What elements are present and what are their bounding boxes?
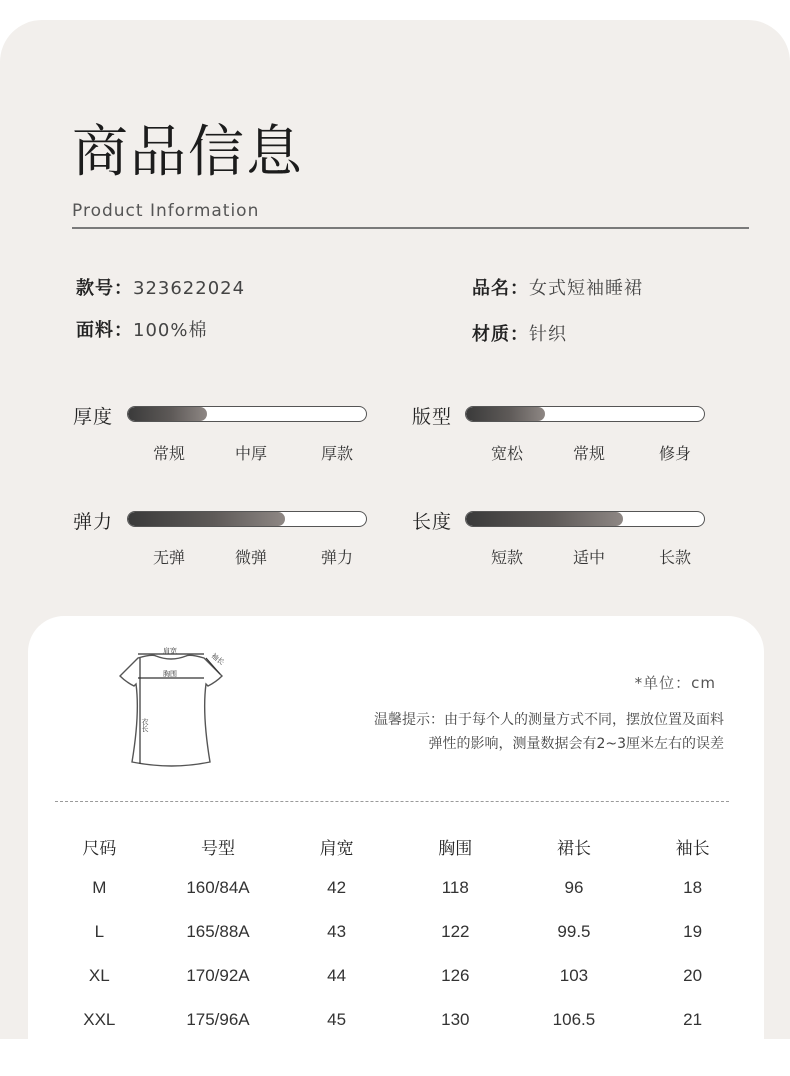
cell-sleeve: 21: [683, 1010, 703, 1029]
material-label: 材质：: [472, 324, 529, 345]
cell-dress-length: 99.5: [557, 922, 591, 941]
cell-chest: 126: [441, 966, 470, 985]
cell-size: XXL: [83, 1010, 116, 1029]
elasticity-label: 弹力: [73, 511, 114, 533]
length-label: 衣长: [141, 718, 149, 732]
cell-shoulder: 42: [327, 878, 347, 897]
col-dress-length: 裙长: [556, 838, 591, 859]
length-label: 长度: [412, 511, 453, 533]
cell-dress-length: 103: [559, 966, 589, 985]
fit-label: 版型: [412, 406, 453, 428]
tip-line-1: 温馨提示：由于每个人的测量方式不同，摆放位置及面料: [374, 712, 724, 728]
col-sleeve: 袖长: [675, 838, 710, 859]
length-tick-2: 适中: [572, 548, 606, 567]
material: [472, 320, 567, 346]
length-meter: [465, 511, 705, 527]
col-shoulder: 肩宽: [319, 838, 354, 859]
table-row: [40, 910, 752, 954]
product-name: [472, 274, 643, 300]
length-meter-fill: [466, 512, 623, 526]
cell-fit-code: 175/96A: [186, 1010, 250, 1029]
cell-size: L: [94, 922, 105, 941]
section-subtitle: Product Information: [72, 201, 260, 221]
thickness-meter: [127, 406, 367, 422]
thickness-tick-1: 常规: [152, 444, 186, 463]
item-number: [76, 274, 245, 300]
title-divider: [72, 227, 749, 229]
table-row: [40, 866, 752, 910]
size-table: [40, 826, 752, 1042]
cell-dress-length: 96: [564, 878, 584, 897]
elasticity-meter-fill: [128, 512, 285, 526]
cell-chest: 118: [441, 878, 469, 897]
thickness-meter-fill: [128, 407, 207, 421]
cell-size: XL: [88, 966, 110, 985]
fit-meter: [465, 406, 705, 422]
tip-line-2: 弹性的影响，测量数据会有2~3厘米左右的误差: [428, 736, 724, 752]
elasticity-tick-3: 弹力: [320, 548, 354, 567]
cell-fit-code: 170/92A: [186, 966, 250, 985]
cell-shoulder: 45: [327, 1010, 347, 1029]
cell-fit-code: 165/88A: [186, 922, 250, 941]
cell-shoulder: 43: [327, 922, 347, 941]
fabric: [76, 316, 207, 342]
size-table-header: [40, 826, 752, 866]
material-value: 针织: [529, 324, 567, 345]
section-title: 商品信息: [72, 120, 304, 185]
col-size: 尺码: [82, 838, 117, 859]
product-name-value: 女式短袖睡裙: [529, 278, 643, 299]
product-info-panel: [0, 20, 790, 1039]
length-tick-3: 长款: [658, 548, 692, 567]
elasticity-meter: [127, 511, 367, 527]
size-chart-card: [28, 616, 764, 1076]
shoulder-label: 肩宽: [163, 647, 177, 655]
dress-diagram: [116, 644, 226, 774]
cell-chest: 130: [441, 1010, 470, 1029]
elasticity-tick-2: 微弹: [234, 548, 268, 567]
cell-sleeve: 18: [683, 878, 703, 897]
fit-tick-1: 宽松: [490, 444, 524, 463]
fabric-value: 100%棉: [133, 320, 208, 341]
item-number-value: 323622024: [133, 278, 246, 299]
dashed-divider: [55, 801, 729, 802]
chest-label: 胸围: [163, 670, 177, 678]
col-chest: 胸围: [438, 838, 473, 859]
sleeve-label: 袖长: [209, 651, 226, 667]
elasticity-tick-1: 无弹: [152, 548, 186, 567]
measurement-tip: [304, 708, 724, 756]
cell-chest: 122: [441, 922, 470, 941]
cell-size: M: [92, 878, 107, 897]
cell-shoulder: 44: [327, 966, 347, 985]
col-fit-code: 号型: [200, 838, 235, 859]
cell-fit-code: 160/84A: [186, 878, 250, 897]
table-row: [40, 954, 752, 998]
length-tick-1: 短款: [490, 548, 524, 567]
unit-note: *单位：cm: [634, 674, 716, 692]
cell-sleeve: 20: [683, 966, 703, 985]
product-name-label: 品名：: [472, 278, 529, 299]
cell-sleeve: 19: [683, 922, 703, 941]
table-row: [40, 998, 752, 1042]
cell-dress-length: 106.5: [552, 1010, 596, 1029]
item-number-label: 款号：: [76, 278, 133, 299]
fabric-label: 面料：: [76, 320, 133, 341]
fit-tick-2: 常规: [572, 444, 606, 463]
fit-meter-fill: [466, 407, 545, 421]
thickness-tick-3: 厚款: [320, 444, 354, 463]
thickness-label: 厚度: [73, 406, 114, 428]
thickness-tick-2: 中厚: [234, 444, 268, 463]
fit-tick-3: 修身: [658, 444, 692, 463]
